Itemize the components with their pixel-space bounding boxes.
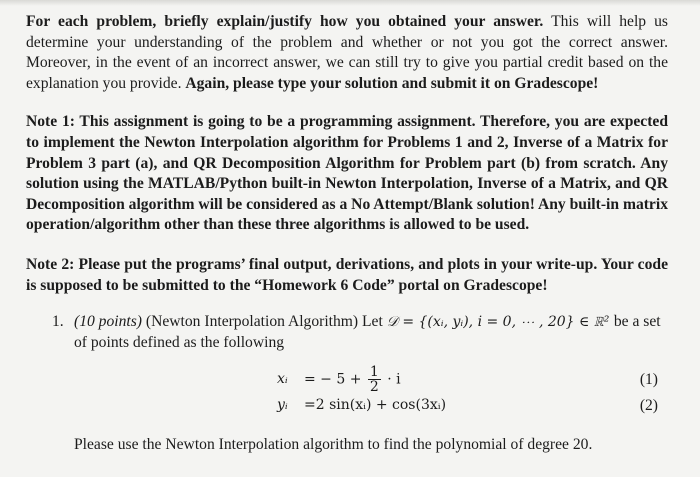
intro-bold-lead: For each problem, briefly explain/justify how you obtained your answer.: [26, 13, 544, 30]
equation-2: [74, 397, 668, 423]
note-1-text: Note 1: This assignment is going to be a programming assignment. Therefore, you are expected to implement the Newton Interpolation algorithm for Problems 1 and 2, Inverse of a Matrix for Problem 3 part (a), and QR Decomposition Algorithm for Problem part (b) from scratch. Any solution using the MATLAB/Python built-in Newton Interpolation, Inverse of a Matrix, and QR Decomposition algorithm will be considered as a No Attempt/Blank solution! Any built-in matrix operation/algorithm other than these three algorithms is allowed to be used.: [26, 113, 668, 234]
set-definition: 𝒟 = {(xᵢ, yᵢ), i = 0, ⋯ , 20} ∈ ℝ²: [386, 314, 614, 331]
problem-1: [26, 312, 668, 421]
top-border: [0, 0, 700, 6]
equation-2-tag: (2): [639, 397, 658, 415]
equation-2-lhs: yᵢ: [277, 397, 288, 414]
equation-1-tag: (1): [639, 371, 658, 389]
intro-body: This will help us determine your understanding of the problem and whether or not you got the correct answer. Moreover, in the event of an incorrect answer, we can still try to give you partial credit based on the explanation you provide.: [26, 13, 668, 92]
equation-1-rhs: [304, 365, 401, 394]
problem-title: (Newton Interpolation Algorithm) Let: [142, 313, 387, 331]
equation-1: [74, 364, 668, 396]
problem-number: 1.: [52, 313, 64, 331]
equation-1-lhs: xᵢ: [277, 371, 288, 388]
fraction-denominator: 2: [369, 379, 379, 396]
problem-1-statement: [74, 312, 668, 353]
equation-2-rhs: =2 sin(xᵢ) + cos(3xᵢ): [304, 397, 447, 414]
equation-1-prefix: = − 5 +: [304, 371, 366, 388]
fraction-one-half: [368, 365, 381, 394]
note-1-paragraph: [26, 112, 668, 236]
problem-tail: be a set of points defined as the following: [74, 313, 661, 351]
closing-sentence: Please use the Newton Interpolation algorithm to find the polynomial of degree 20.: [74, 436, 593, 454]
intro-bold-tail: Again, please type your solution and submit it on Gradescope!: [185, 74, 599, 92]
note-2-paragraph: [26, 255, 668, 296]
problem-points: (10 points): [74, 313, 143, 331]
fraction-numerator: 1: [369, 364, 379, 381]
equation-1-suffix: · i: [382, 371, 401, 388]
equations-block: [74, 365, 668, 421]
note-2-text: Note 2: Please put the programs’ final output, derivations, and plots in your write-up. Your code is supposed to be submitted to the “Homework 6 Code” portal on Gradescope!: [26, 255, 668, 294]
intro-paragraph: [26, 12, 668, 94]
